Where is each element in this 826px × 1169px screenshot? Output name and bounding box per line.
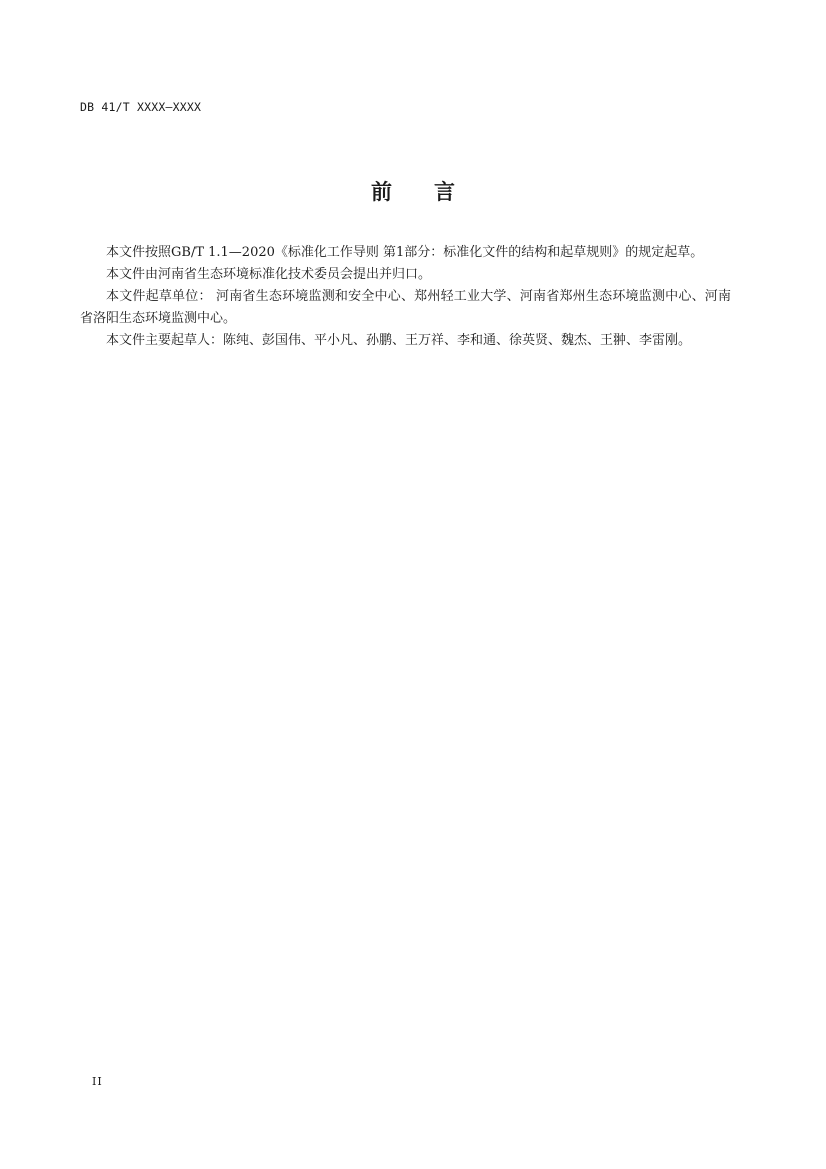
paragraph-main-drafters: 本文件主要起草人：陈纯、彭国伟、平小凡、孙鹏、王万祥、李和通、徐英贤、魏杰、王翀、李雷刚。 (106, 333, 692, 348)
standard-code-header: DB 41/T XXXX—XXXX (80, 100, 202, 114)
foreword-title (0, 176, 826, 206)
paragraph-drafting-rules: 本文件按照GB/T 1.1—2020《标准化工作导则 第1部分：标准化文件的结构和起草规则》的规定起草。 (106, 245, 704, 260)
paragraph-drafting-units: 本文件起草单位： 河南省生态环境监测和安全中心、郑州轻工业大学、河南省郑州生态环境监测中心、河南省洛阳生态环境监测中心。 (80, 289, 731, 326)
foreword-title-char-1: 前 (371, 180, 392, 204)
foreword-title-char-2: 言 (434, 180, 455, 204)
foreword-body (80, 242, 731, 352)
page-number: II (92, 1075, 103, 1088)
paragraph-proposer: 本文件由河南省生态环境标准化技术委员会提出并归口。 (106, 267, 432, 282)
